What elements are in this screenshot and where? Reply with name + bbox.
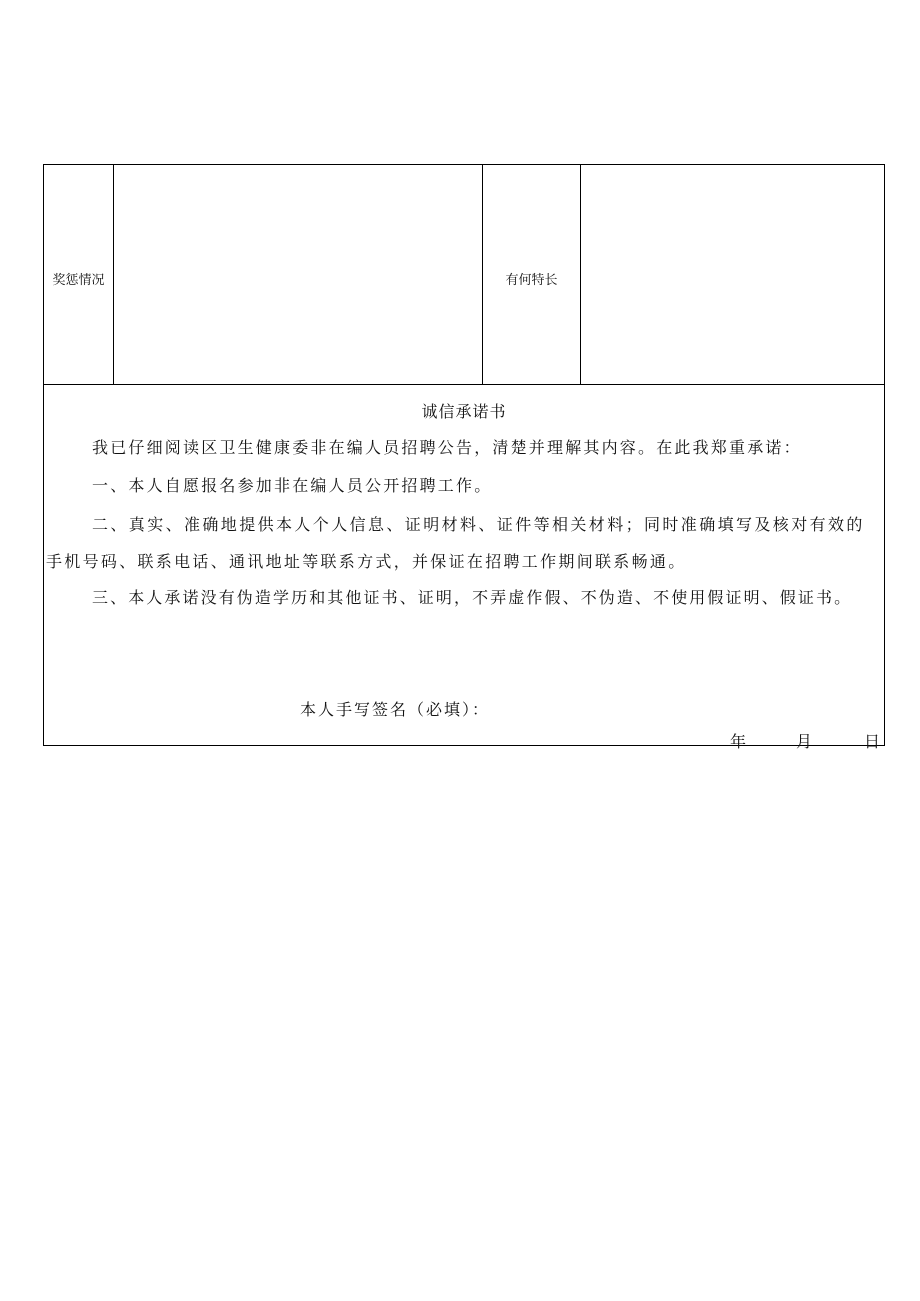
pledge-item-2-line-1: 二、真实、准确地提供本人个人信息、证明材料、证件等相关材料；同时准确填写及核对有效的 (92, 515, 865, 534)
specialty-label-cell (483, 165, 581, 384)
pledge-item-3: 三、本人承诺没有伪造学历和其他证书、证明，不弄虚作假、不伪造、不使用假证明、假证书。 (92, 588, 853, 607)
specialty-label: 有何特长 (505, 273, 558, 288)
awards-specialty-row (44, 165, 884, 385)
integrity-pledge-section (44, 385, 884, 751)
pledge-item-1: 一、本人自愿报名参加非在编人员公开招聘工作。 (92, 476, 493, 495)
specialty-value-cell[interactable] (581, 165, 884, 384)
awards-value-cell[interactable] (114, 165, 483, 384)
application-form-table (43, 164, 885, 751)
signature-label: 本人手写签名（必填）： (300, 700, 491, 719)
pledge-item-2-line-2: 手机号码、联系电话、通讯地址等联系方式，并保证在招聘工作期间联系畅通。 (46, 552, 687, 571)
awards-label-cell (44, 165, 114, 384)
pledge-intro: 我已仔细阅读区卫生健康委非在编人员招聘公告，清楚并理解其内容。在此我郑重承诺： (92, 438, 802, 457)
pledge-title: 诚信承诺书 (421, 402, 507, 421)
date-year-label: 年 (730, 732, 747, 751)
awards-label: 奖惩情况 (52, 273, 105, 288)
date-month-label: 月 (796, 732, 813, 751)
date-day-label: 日 (864, 732, 881, 751)
